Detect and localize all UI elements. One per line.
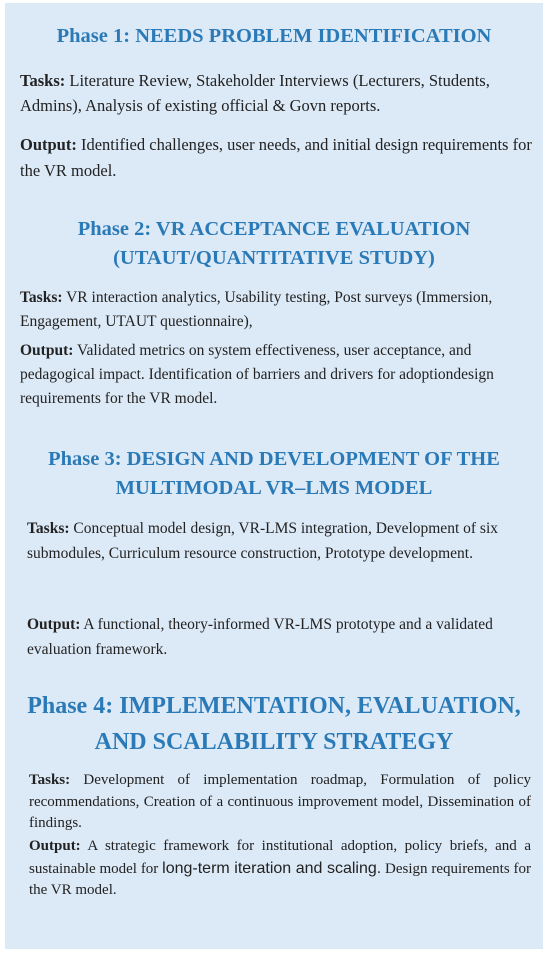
- tasks-text: VR interaction analytics, Usability testing, Post surveys (Immersion, Engagement, UTAUT questionnaire),: [20, 289, 493, 330]
- phase-1-title-text: Phase 1: NEEDS PROBLEM IDENTIFICATION: [56, 25, 492, 47]
- phase-4-title-line-2: AND SCALABILITY STRATEGY: [94, 729, 454, 755]
- output-label: Output:: [29, 838, 81, 854]
- output-text: A strategic framework for institutional adoption, policy briefs, and a sustainable model for: [29, 838, 531, 877]
- output-text: Identified challenges, user needs, and initial design requirements for the VR model.: [20, 135, 532, 180]
- output-text: Validated metrics on system effectiveness, user acceptance, and pedagogical impact. Identification of barriers and drivers for adoptiondesign requirements for the VR model.: [20, 342, 494, 407]
- phase-2-title: [5, 215, 543, 273]
- tasks-label: Tasks:: [20, 71, 66, 90]
- phases-panel: [5, 3, 543, 949]
- tasks-label: Tasks:: [27, 520, 70, 537]
- phase-4-title-line-1: Phase 4: IMPLEMENTATION, EVALUATION,: [27, 693, 521, 719]
- phase-3-title-line-1: Phase 3: DESIGN AND DEVELOPMENT OF THE: [48, 448, 500, 470]
- phase-1-title: [5, 23, 543, 49]
- output-label: Output:: [20, 342, 74, 359]
- tasks-label: Tasks:: [29, 772, 71, 788]
- tasks-text: Conceptual model design, VR-LMS integration, Development of six submodules, Curriculum resource construction, Prototype development.: [27, 520, 498, 562]
- phase-4-title: [5, 688, 543, 760]
- tasks-text: Development of implementation roadmap, Formulation of policy recommendations, Creation of a continuous improvement model, Dissemination of findings.: [29, 772, 531, 831]
- output-text: A functional, theory-informed VR-LMS prototype and a validated evaluation framework.: [27, 616, 493, 658]
- phase-2-output: [20, 339, 535, 411]
- phase-1-tasks: [20, 68, 535, 118]
- phase-4-tasks: [29, 770, 531, 835]
- tasks-text: Literature Review, Stakeholder Interviews (Lecturers, Students, Admins), Analysis of existing official & Govn reports.: [20, 71, 490, 115]
- output-text-tail: Design requirements for the VR model.: [29, 860, 532, 898]
- tasks-label: Tasks:: [20, 289, 63, 306]
- phase-3-title: [5, 445, 543, 503]
- phase-2-title-line-1: Phase 2: VR ACCEPTANCE EVALUATION: [77, 218, 471, 240]
- phase-3-tasks: [27, 516, 535, 566]
- phase-2-tasks: [20, 286, 535, 334]
- output-label: Output:: [27, 616, 81, 633]
- phase-4-output: [29, 836, 531, 902]
- phase-2-title-line-2: (UTAUT/QUANTITATIVE STUDY): [113, 247, 435, 269]
- output-text-emphasis: long-term iteration and scaling.: [162, 859, 382, 877]
- phase-3-output: [27, 612, 535, 662]
- output-label: Output:: [20, 135, 77, 154]
- phase-1-output: [20, 132, 535, 184]
- phase-3-title-line-2: MULTIMODAL VR–LMS MODEL: [115, 477, 433, 499]
